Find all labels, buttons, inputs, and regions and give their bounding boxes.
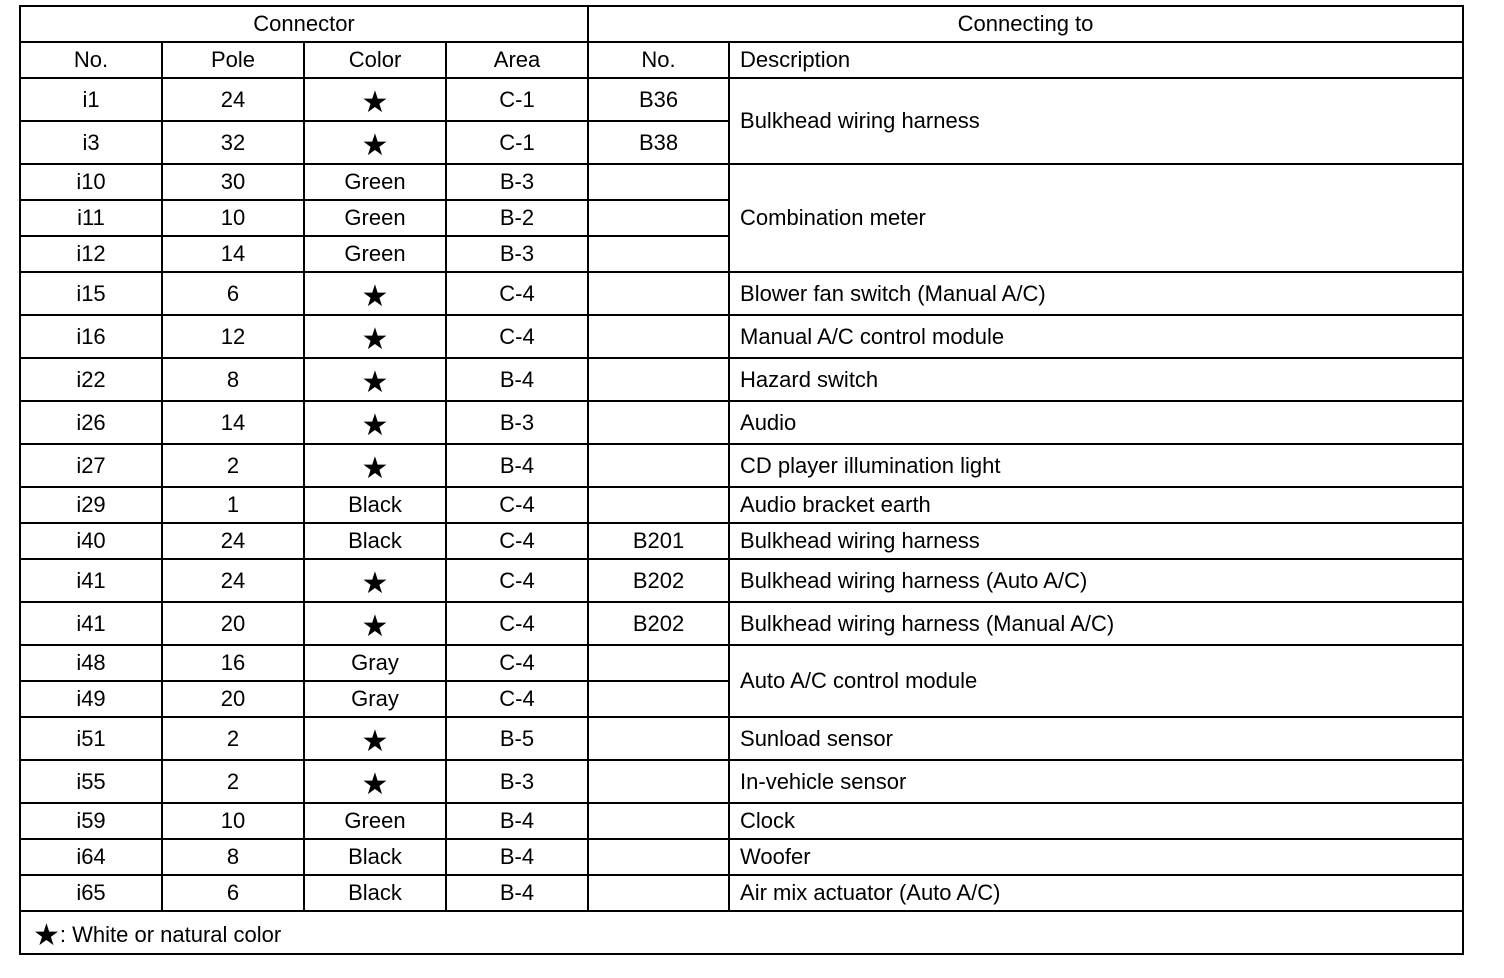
star-icon: ★ (361, 767, 389, 801)
connecting-to-group-header: Connecting to (588, 6, 1463, 42)
cell-description: Bulkhead wiring harness (729, 523, 1463, 559)
cell-description: Audio (729, 401, 1463, 444)
cell-area: C-4 (446, 523, 588, 559)
footnote-row (20, 911, 1463, 954)
cell-color: Black (304, 487, 446, 523)
cell-to-no (588, 803, 729, 839)
cell-color: Gray (304, 681, 446, 717)
cell-to-no: B202 (588, 559, 729, 602)
cell-to-no (588, 717, 729, 760)
table-row (20, 760, 1463, 803)
cell-pole: 24 (162, 559, 304, 602)
cell-pole: 14 (162, 401, 304, 444)
cell-no: i55 (20, 760, 162, 803)
table-row (20, 164, 1463, 200)
cell-area: B-4 (446, 839, 588, 875)
table-row (20, 645, 1463, 681)
cell-area: C-4 (446, 559, 588, 602)
cell-no: i65 (20, 875, 162, 911)
cell-no: i26 (20, 401, 162, 444)
cell-no: i29 (20, 487, 162, 523)
col-header-area: Area (446, 42, 588, 78)
cell-description: Manual A/C control module (729, 315, 1463, 358)
cell-color: Green (304, 236, 446, 272)
col-header-description: Description (729, 42, 1463, 78)
cell-no: i12 (20, 236, 162, 272)
cell-color (304, 559, 446, 602)
cell-color (304, 121, 446, 164)
cell-no: i59 (20, 803, 162, 839)
connector-group-header: Connector (20, 6, 588, 42)
col-header-color: Color (304, 42, 446, 78)
cell-description: Air mix actuator (Auto A/C) (729, 875, 1463, 911)
cell-color: Green (304, 200, 446, 236)
cell-to-no: B202 (588, 602, 729, 645)
cell-area: B-3 (446, 236, 588, 272)
star-icon: ★ (361, 128, 389, 162)
cell-description: In-vehicle sensor (729, 760, 1463, 803)
star-icon: ★ (361, 279, 389, 313)
cell-pole: 10 (162, 803, 304, 839)
cell-no: i27 (20, 444, 162, 487)
cell-pole: 12 (162, 315, 304, 358)
cell-pole: 8 (162, 839, 304, 875)
cell-area: C-4 (446, 681, 588, 717)
cell-no: i41 (20, 559, 162, 602)
cell-color (304, 358, 446, 401)
table-row (20, 523, 1463, 559)
cell-pole: 2 (162, 444, 304, 487)
table-row (20, 602, 1463, 645)
cell-color: Green (304, 164, 446, 200)
cell-area: B-4 (446, 875, 588, 911)
cell-no: i41 (20, 602, 162, 645)
cell-pole: 20 (162, 602, 304, 645)
cell-no: i3 (20, 121, 162, 164)
cell-to-no (588, 358, 729, 401)
table-row (20, 444, 1463, 487)
cell-to-no (588, 164, 729, 200)
cell-color: Black (304, 523, 446, 559)
cell-pole: 6 (162, 875, 304, 911)
cell-description: Bulkhead wiring harness (Manual A/C) (729, 602, 1463, 645)
cell-no: i15 (20, 272, 162, 315)
cell-to-no (588, 487, 729, 523)
cell-to-no (588, 839, 729, 875)
table-row (20, 803, 1463, 839)
cell-color (304, 315, 446, 358)
cell-area: B-4 (446, 444, 588, 487)
cell-description: Bulkhead wiring harness (729, 78, 1463, 164)
col-header-no: No. (20, 42, 162, 78)
cell-no: i64 (20, 839, 162, 875)
table-row (20, 401, 1463, 444)
cell-no: i48 (20, 645, 162, 681)
cell-pole: 1 (162, 487, 304, 523)
cell-area: B-3 (446, 401, 588, 444)
cell-pole: 10 (162, 200, 304, 236)
cell-to-no (588, 401, 729, 444)
cell-no: i1 (20, 78, 162, 121)
cell-area: B-3 (446, 164, 588, 200)
cell-description: Combination meter (729, 164, 1463, 272)
cell-to-no (588, 272, 729, 315)
cell-no: i16 (20, 315, 162, 358)
star-icon: ★ (361, 85, 389, 119)
group-header-row (20, 6, 1463, 42)
cell-color: Green (304, 803, 446, 839)
cell-to-no (588, 681, 729, 717)
cell-area: B-2 (446, 200, 588, 236)
cell-no: i40 (20, 523, 162, 559)
cell-area: C-4 (446, 315, 588, 358)
star-icon: ★ (361, 609, 389, 643)
cell-no: i11 (20, 200, 162, 236)
cell-description: CD player illumination light (729, 444, 1463, 487)
star-icon: ★ (361, 322, 389, 356)
star-icon: ★ (361, 724, 389, 758)
cell-to-no (588, 236, 729, 272)
cell-color (304, 602, 446, 645)
cell-pole: 24 (162, 523, 304, 559)
cell-to-no (588, 200, 729, 236)
cell-pole: 2 (162, 760, 304, 803)
cell-color (304, 78, 446, 121)
connector-table (19, 5, 1464, 955)
cell-to-no: B38 (588, 121, 729, 164)
cell-area: C-1 (446, 78, 588, 121)
table-row (20, 487, 1463, 523)
table-row (20, 839, 1463, 875)
cell-no: i51 (20, 717, 162, 760)
cell-no: i10 (20, 164, 162, 200)
table-row (20, 717, 1463, 760)
cell-to-no (588, 645, 729, 681)
cell-pole: 8 (162, 358, 304, 401)
cell-description: Bulkhead wiring harness (Auto A/C) (729, 559, 1463, 602)
cell-area: B-4 (446, 358, 588, 401)
col-header-to-no: No. (588, 42, 729, 78)
cell-area: B-5 (446, 717, 588, 760)
cell-description: Sunload sensor (729, 717, 1463, 760)
table-row (20, 559, 1463, 602)
cell-to-no (588, 315, 729, 358)
cell-pole: 30 (162, 164, 304, 200)
cell-color: Black (304, 839, 446, 875)
column-header-row (20, 42, 1463, 78)
cell-pole: 14 (162, 236, 304, 272)
cell-area: C-4 (446, 645, 588, 681)
table-row (20, 358, 1463, 401)
star-icon: ★ (33, 918, 60, 952)
cell-description: Blower fan switch (Manual A/C) (729, 272, 1463, 315)
cell-color (304, 444, 446, 487)
cell-color (304, 272, 446, 315)
footnote (20, 911, 1463, 954)
cell-description: Clock (729, 803, 1463, 839)
star-icon: ★ (361, 566, 389, 600)
cell-to-no (588, 760, 729, 803)
cell-pole: 24 (162, 78, 304, 121)
star-icon: ★ (361, 451, 389, 485)
table-row (20, 78, 1463, 121)
table-row (20, 875, 1463, 911)
table-row (20, 315, 1463, 358)
cell-area: C-4 (446, 602, 588, 645)
cell-area: C-4 (446, 487, 588, 523)
cell-no: i22 (20, 358, 162, 401)
footnote-text: : White or natural color (59, 921, 282, 947)
cell-description: Audio bracket earth (729, 487, 1463, 523)
cell-pole: 32 (162, 121, 304, 164)
cell-area: C-1 (446, 121, 588, 164)
cell-area: B-3 (446, 760, 588, 803)
cell-to-no (588, 444, 729, 487)
cell-area: C-4 (446, 272, 588, 315)
table-row (20, 272, 1463, 315)
cell-to-no: B201 (588, 523, 729, 559)
cell-to-no: B36 (588, 78, 729, 121)
cell-pole: 16 (162, 645, 304, 681)
cell-no: i49 (20, 681, 162, 717)
cell-pole: 20 (162, 681, 304, 717)
star-icon: ★ (361, 408, 389, 442)
star-icon: ★ (361, 365, 389, 399)
cell-pole: 2 (162, 717, 304, 760)
cell-area: B-4 (446, 803, 588, 839)
cell-description: Auto A/C control module (729, 645, 1463, 717)
col-header-pole: Pole (162, 42, 304, 78)
cell-color (304, 760, 446, 803)
cell-color (304, 401, 446, 444)
cell-description: Woofer (729, 839, 1463, 875)
cell-color (304, 717, 446, 760)
cell-color: Black (304, 875, 446, 911)
cell-to-no (588, 875, 729, 911)
cell-color: Gray (304, 645, 446, 681)
cell-pole: 6 (162, 272, 304, 315)
cell-description: Hazard switch (729, 358, 1463, 401)
